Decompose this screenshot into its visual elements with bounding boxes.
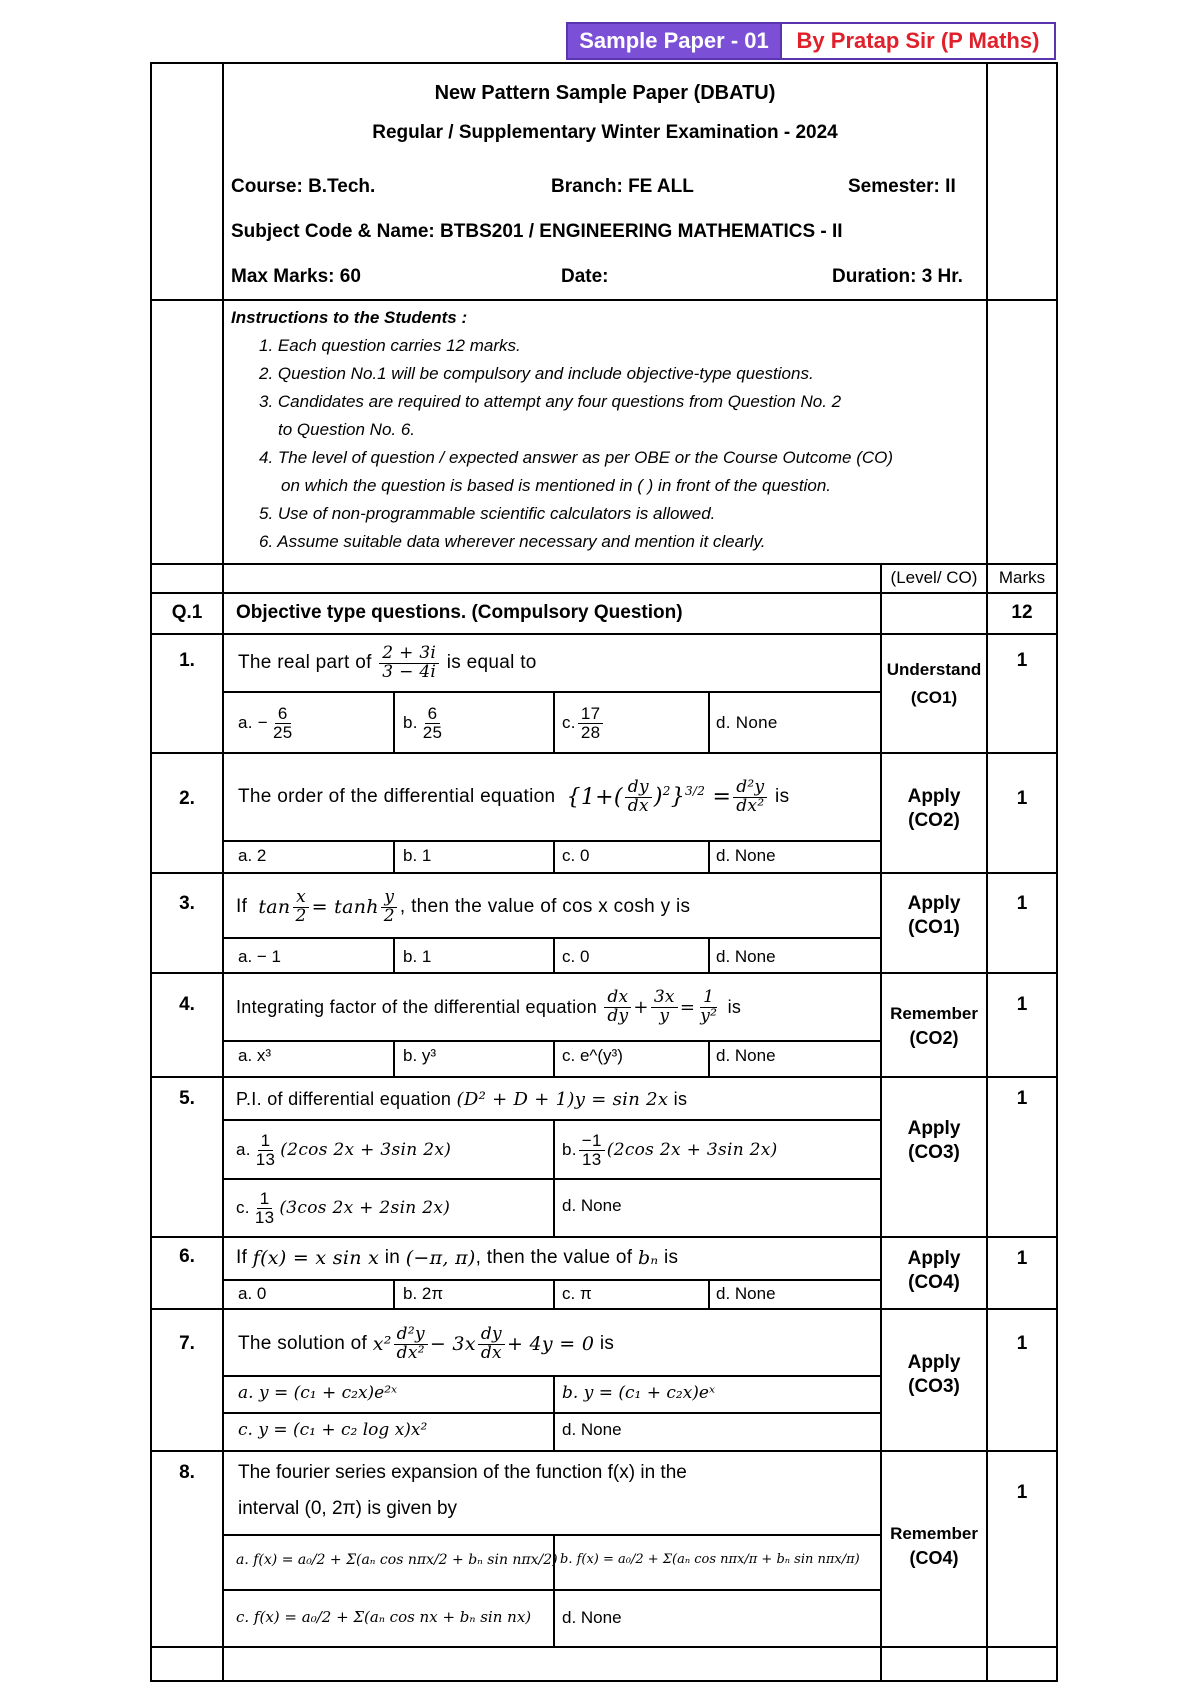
marks-column-header: Marks [998,568,1046,587]
question-number: 3. [179,893,195,914]
option-b: b. 1 [403,846,432,865]
question-co: (CO2) [909,1028,959,1048]
question-marks: 1 [1016,1333,1028,1354]
question-4-text: Integrating factor of the differential equation $\frac{dx}{dy}$ + $\frac{3x}{y}$ = $\frac{1}{\text{y²}}$ is [236,986,742,1026]
exam-name: Regular / Supplementary Winter Examination - 2024 [372,122,838,143]
question-1-text: The real part of $\frac{2 + 3i}{3 - 4i}$ is equal to [238,642,537,682]
question-marks: 1 [1016,1088,1028,1109]
option-a: a. 2 [238,846,267,865]
question-level: Apply [907,1352,961,1373]
question-marks: 1 [1016,1482,1028,1503]
instructions-heading: Instructions to the Students : [231,308,468,327]
option-b: b. y = (c₁ + c₂x)eˣ [562,1383,716,1403]
option-a: a. x³ [238,1046,272,1065]
option-a: a. y = (c₁ + c₂x)e²ˣ [238,1383,398,1403]
instruction-item: 1. Each question carries 12 marks. [259,336,521,355]
level-column-header: (Level/ CO) [890,568,978,587]
question-co: (CO2) [908,810,960,831]
option-c: c. $\frac{17}{28}$ [562,696,605,750]
question-number: 2. [179,788,195,809]
question-number: 7. [179,1333,195,1354]
option-d: d. None [716,1046,776,1065]
instruction-item: to Question No. 6. [278,420,416,439]
option-a: a. − $\frac{6}{25}$ [238,703,293,742]
question-number: 6. [179,1246,195,1267]
paper-number-badge: Sample Paper - 01 [566,22,782,60]
option-d: d. None [716,846,776,865]
question-number: 1. [179,650,195,671]
option-a: a. $\frac{1}{13}$ (2cos 2x + 3sin 2x) [236,1130,452,1169]
option-a: a. 0 [238,1284,267,1303]
option-c: c. e^(y³) [562,1046,623,1065]
option-a: a. − 1 [238,947,282,966]
question-marks: 1 [1016,994,1028,1015]
date-label: Date: [561,266,609,287]
semester-label: Semester: II [848,176,956,197]
instruction-item: 4. The level of question / expected answer as per OBE or the Course Outcome (CO) [259,448,894,467]
option-a: a. f(x) = a₀/2 + Σ(aₙ cos nπx/2 + bₙ sin nπx/2) [236,1552,558,1568]
question-2-text: The order of the differential equation {1+( $\frac{dy}{dx}$ )$^2$}$^{3/2}$ = $\frac{\text{d²y}}{\text{dx²}}$ is [238,776,790,816]
option-b: b. $\frac{6}{25}$ [403,703,443,742]
paper-title: New Pattern Sample Paper (DBATU) [434,82,776,104]
question-8-text: The fourier series expansion of the function f(x) in the [238,1462,687,1483]
question-5-text: P.I. of differential equation (D² + D + 1)y = sin 2x is [236,1088,688,1110]
subject-label: Subject Code & Name: BTBS201 / ENGINEERING MATHEMATICS - II [231,221,843,242]
option-d: d. None [562,1608,622,1627]
question-co: (CO1) [908,917,960,938]
question-3-text: If tan $\frac{x}{2}$ = tanh $\frac{y}{2}$ , then the value of cos x cosh y is [236,886,691,926]
q1-number: Q.1 [171,602,203,623]
option-b: b. 1 [403,947,432,966]
option-c: c. y = (c₁ + c₂ log x)x² [238,1420,428,1440]
option-d: d. None [716,713,778,732]
question-co: (CO1) [910,688,958,707]
option-c: c. 0 [562,947,590,966]
question-level: Apply [907,893,961,914]
question-8-text-continued: interval (0, 2π) is given by [238,1498,458,1519]
question-marks: 1 [1016,788,1028,809]
q1-heading: Objective type questions. (Compulsory Question) [236,602,683,623]
option-b: b. y³ [403,1046,437,1065]
question-level: Remember [890,1524,978,1543]
question-co: (CO4) [909,1548,959,1568]
instruction-item: 2. Question No.1 will be compulsory and include objective-type questions. [259,364,814,383]
question-level: Apply [907,1118,961,1139]
question-7-text: The solution of x² $\frac{\text{d²y}}{\text{dx²}}$ − 3x $\frac{dy}{dx}$ + 4y = 0 is [238,1323,615,1363]
question-level: Remember [890,1004,978,1023]
option-c: c. π [562,1284,592,1303]
instruction-item: 5. Use of non-programmable scientific calculators is allowed. [259,504,716,523]
question-number: 5. [179,1088,195,1109]
question-marks: 1 [1016,893,1028,914]
question-number: 8. [179,1462,195,1483]
question-co: (CO3) [908,1376,960,1397]
question-6-text: If f(x) = x sin x in (−π, π) , then the value of bₙ is [236,1247,679,1269]
option-d: d. None [716,1284,776,1303]
option-b: b. f(x) = a₀/2 + Σ(aₙ cos nπx/π + bₙ sin nπx/π) [560,1552,860,1567]
course-label: Course: B.Tech. [231,176,376,197]
instruction-item: 3. Candidates are required to attempt any four questions from Question No. 2 [259,392,842,411]
instruction-item: on which the question is based is mentioned in ( ) in front of the question. [281,476,831,495]
question-marks: 1 [1016,1248,1028,1269]
question-co: (CO4) [908,1272,960,1293]
branch-label: Branch: FE ALL [551,176,694,197]
option-c: c. f(x) = a₀/2 + Σ(aₙ cos nx + bₙ sin nx) [236,1608,532,1626]
q1-marks: 12 [1011,602,1033,623]
option-c: c. 0 [562,846,590,865]
option-d: d. None [562,1196,622,1215]
max-marks-label: Max Marks: 60 [231,266,361,287]
question-co: (CO3) [908,1142,960,1163]
author-badge: By Pratap Sir (P Maths) [782,22,1056,60]
option-d: d. None [562,1420,622,1439]
question-marks: 1 [1016,650,1028,671]
instruction-item: 6. Assume suitable data wherever necessary and mention it clearly. [259,532,766,551]
option-b: b. $\frac{-1}{13}$ (2cos 2x + 3sin 2x) [562,1130,778,1169]
question-level: Apply [907,1248,961,1269]
duration-label: Duration: 3 Hr. [832,266,963,287]
question-level: Understand [886,660,982,679]
option-b: b. 2π [403,1284,444,1303]
question-number: 4. [179,994,195,1015]
option-d: d. None [716,947,776,966]
option-c: c. $\frac{1}{13}$ (3cos 2x + 2sin 2x) [236,1188,451,1227]
question-level: Apply [907,786,961,807]
